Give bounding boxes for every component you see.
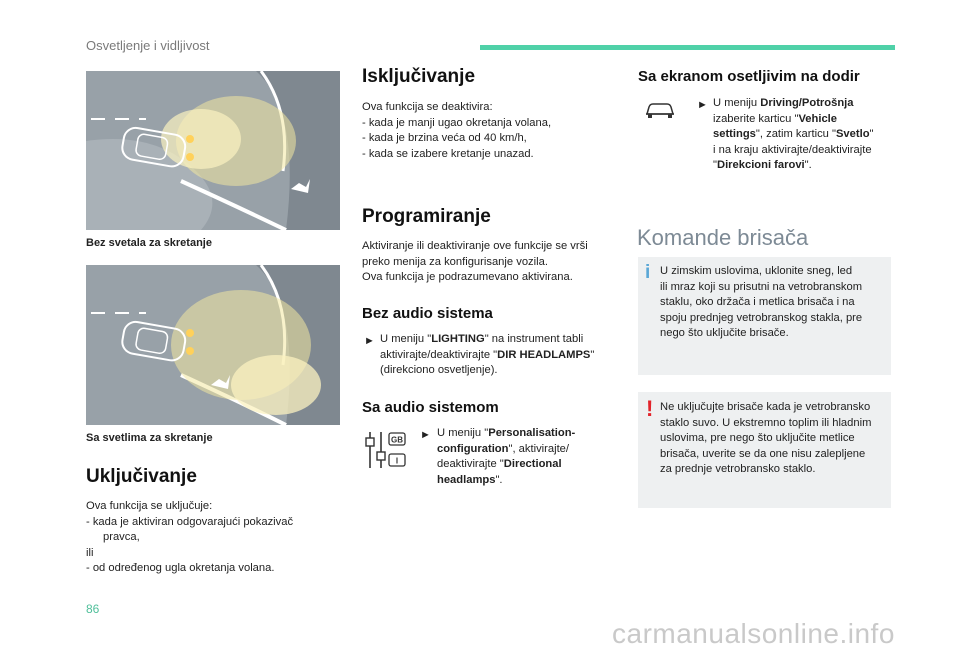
text-line: i na kraju aktivirajte/deaktivirajte — [713, 143, 872, 156]
figure1-caption: Bez svetala za skretanje — [86, 237, 212, 249]
text-line: staklu, oko držača i metlica brisača i na — [660, 296, 855, 308]
text-line: preko menija za konfigurisanje vozila. — [362, 255, 548, 268]
text-line: U meniju "LIGHTING" na instrument tabli — [380, 333, 584, 345]
text-line: U zimskim uslovima, uklonite sneg, led — [660, 265, 853, 277]
watermark: carmanualsonline.info — [612, 618, 895, 649]
settings-sliders-icon — [362, 430, 408, 470]
text-line: - kada je manji ugao okretanja volana, — [362, 116, 552, 129]
car-icon — [644, 100, 676, 120]
heading-sa-ekranom: Sa ekranom osetljivim na dodir — [638, 68, 860, 85]
text-line: staklo suvo. U ekstremno toplim ili hladnim — [660, 416, 872, 429]
text-line: deaktivirajte "Directional — [437, 458, 562, 470]
bez-audio-text — [380, 332, 594, 379]
info-text — [660, 264, 862, 342]
info-icon: i — [645, 262, 651, 283]
text-line: nego što uključite brisače. — [660, 327, 789, 339]
bullet-arrow-icon: ► — [697, 99, 708, 111]
heading-bez-audio: Bez audio sistema — [362, 305, 493, 322]
text-line: U meniju "Personalisation- — [437, 427, 576, 439]
text-line: Aktiviranje ili deaktiviranje ove funkcije se vrši — [362, 240, 588, 252]
icon-label-gb: GB — [391, 435, 403, 445]
heading-programiranje: Programiranje — [362, 206, 491, 227]
text-line: ili mraz koji su prisutni na vetrobranskom — [660, 280, 863, 293]
text-line: configuration", aktivirajte/ — [437, 442, 570, 455]
iskljucivanje-text — [362, 100, 551, 162]
ukljucivanje-text — [86, 499, 293, 577]
text-line: - od određenog ugla okretanja volana. — [86, 562, 275, 574]
text-line: za prednje vetrobransko staklo. — [660, 463, 816, 475]
section-title: Osvetljenje i vidljivost — [86, 38, 210, 53]
heading-sa-audio: Sa audio sistemom — [362, 399, 499, 416]
text-line: headlamps". — [437, 473, 503, 486]
bullet-arrow-icon: ► — [420, 429, 431, 441]
text-line: pravca, — [103, 531, 140, 543]
heading-iskljucivanje: Isključivanje — [362, 66, 476, 87]
text-line: - kada se izabere kretanje unazad. — [362, 147, 534, 160]
text-line: Ova funkcija se uključuje: — [86, 500, 213, 512]
text-line: Ova funkcija se deaktivira: — [362, 101, 493, 113]
text-line: Ova funkcija je podrazumevano aktivirana. — [362, 271, 573, 283]
page-number: 86 — [86, 602, 100, 616]
text-line: settings", zatim karticu "Svetlo" — [713, 128, 874, 140]
warning-icon: ! — [646, 396, 654, 421]
text-line: brisača, uverite se da one nisu zalepljene — [660, 447, 866, 460]
icon-label-i: I — [395, 456, 399, 466]
text-line: - kada je brzina veća od 40 km/h, — [362, 132, 527, 144]
text-line: U meniju Driving/Potrošnja — [713, 97, 854, 109]
text-line: uslovima, pre nego što uključite metlice — [660, 432, 855, 444]
text-line: izaberite karticu "Vehicle — [713, 112, 837, 125]
text-line: ili — [86, 546, 94, 559]
sa-audio-text — [437, 426, 575, 488]
text-line: spoju prednjeg vetrobranskog stakla, pre — [660, 311, 863, 324]
text-line: - kada je aktiviran odgovarajući pokazivač — [86, 515, 294, 528]
figure-cornering-lights — [86, 265, 340, 425]
text-line: (direkciono osvetljenje). — [380, 364, 498, 376]
heading-komande-brisaca: Komande brisača — [637, 225, 809, 250]
figure2-caption: Sa svetlima za skretanje — [86, 432, 213, 444]
text-line: aktivirajte/deaktivirajte "DIR HEADLAMPS" — [380, 348, 595, 361]
accent-bar — [480, 45, 895, 50]
programiranje-text — [362, 239, 588, 286]
warning-text — [660, 400, 871, 478]
figure-no-cornering-lights — [86, 71, 340, 230]
heading-ukljucivanje: Uključivanje — [86, 466, 197, 487]
sa-ekranom-text — [713, 96, 874, 174]
bullet-arrow-icon: ► — [364, 335, 375, 347]
text-line: "Direkcioni farovi". — [713, 159, 812, 171]
text-line: Ne uključujte brisače kada je vetrobransko — [660, 401, 871, 413]
